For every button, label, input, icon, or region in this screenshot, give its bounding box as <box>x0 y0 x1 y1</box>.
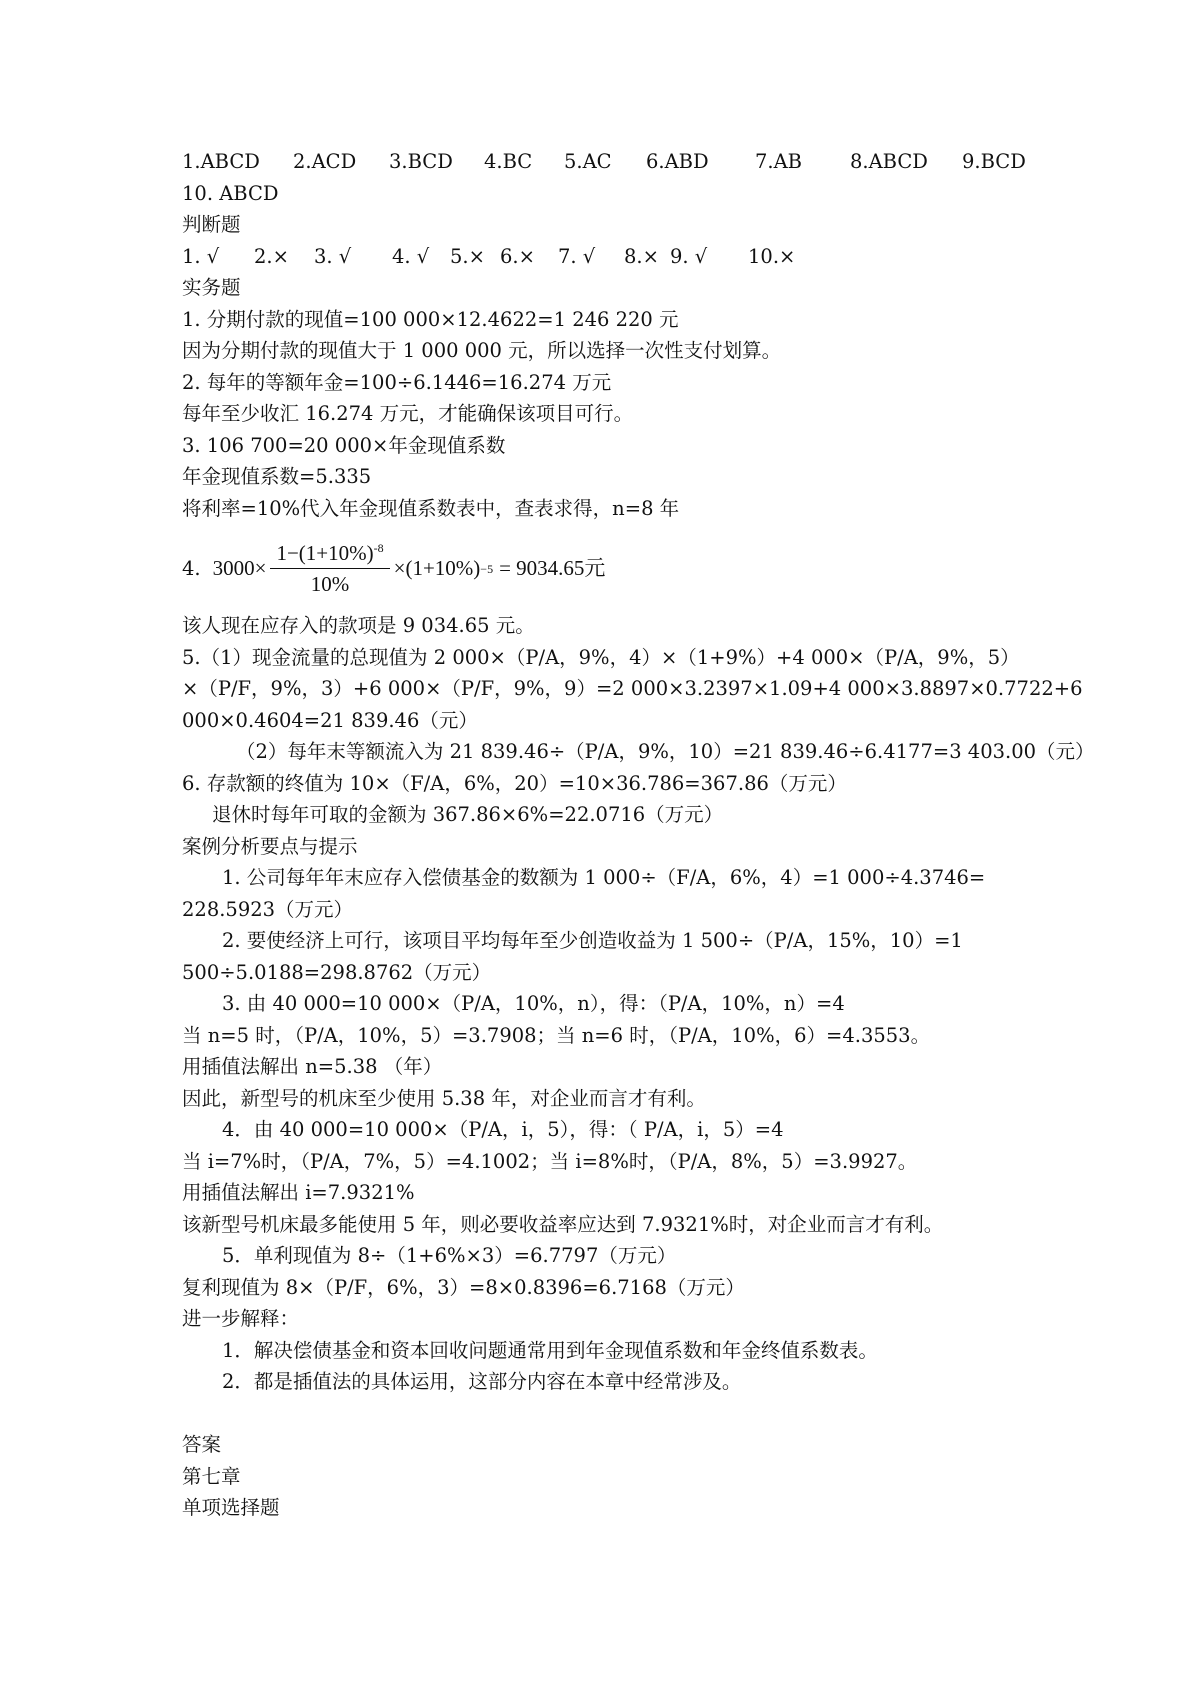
formula-q4: 4. 3000× $\frac{1-(1+10\%)^{-8}}{10\%}$ ×(1+10%) −5 = 9034.65元 <box>182 541 606 596</box>
paragraph: 1. 公司每年年末应存入偿债基金的数额为 1 000÷（F/A，6%，4）=1 000÷4.3746= <box>222 866 986 889</box>
answer-heading: 答案 <box>182 1433 222 1456</box>
paragraph: 5.（1）现金流量的总现值为 2 000×（P/A，9%，4）×（1+9%）+4 000×（P/A，9%，5） <box>182 645 1020 669</box>
paragraph: （2）每年末等额流入为 21 839.46÷（P/A，9%，10）=21 839.46÷6.4177=3 403.00（元） <box>236 740 1095 763</box>
paragraph: 6. 存款额的终值为 10×（F/A，6%，20）=10×36.786=367.86（万元） <box>182 771 847 795</box>
judge-answer: 9. √ <box>670 244 708 268</box>
paragraph: 5．单利现值为 8÷（1+6%×3）=6.7797（万元） <box>222 1244 677 1267</box>
paragraph: 228.5923（万元） <box>182 897 354 921</box>
judge-answer: 7. √ <box>558 244 596 268</box>
paragraph: 将利率=10%代入年金现值系数表中，查表求得，n=8 年 <box>182 496 680 520</box>
formula-result: = 9034.65元 <box>499 556 606 581</box>
paragraph: 因为分期付款的现值大于 1 000 000 元，所以选择一次性支付划算。 <box>182 339 782 362</box>
mc-answer: 6.ABD <box>646 150 709 173</box>
formula-lead: 3000× <box>212 556 267 581</box>
paragraph: 该新型号机床最多能使用 5 年，则必要收益率应达到 7.9321%时，对企业而言才有利。 <box>182 1212 944 1236</box>
paragraph: 年金现值系数=5.335 <box>182 465 372 488</box>
paragraph: 用插值法解出 i=7.9321% <box>182 1181 415 1204</box>
judge-answer: 1. √ <box>182 244 220 268</box>
paragraph: 该人现在应存入的款项是 9 034.65 元。 <box>182 614 535 637</box>
paragraph: 2. 每年的等额年金=100÷6.1446=16.274 万元 <box>182 370 612 394</box>
paragraph: 4．由 40 000=10 000×（P/A，i，5），得：（ P/A，i，5）=4 <box>222 1118 784 1141</box>
mc-answer: 1.ABCD <box>182 150 260 173</box>
judge-answer: 3. √ <box>314 244 352 268</box>
judge-answer: 2.× <box>254 244 289 268</box>
formula-num-exp: -8 <box>373 541 384 555</box>
mc-answer: 8.ABCD <box>850 150 928 173</box>
mc-answers-row <box>182 146 1026 178</box>
judge-answer: 6.× <box>500 244 535 268</box>
document-page <box>182 146 1095 1524</box>
paragraph: 500÷5.0188=298.8762（万元） <box>182 960 492 984</box>
explain-heading: 进一步解释： <box>182 1307 300 1330</box>
mc-answer-10: 10. ABCD <box>182 181 279 205</box>
paragraph: 当 i=7%时，（P/A，7%，5）=4.1002；当 i=8%时，（P/A，8%，5）=3.9927。 <box>182 1149 918 1173</box>
paragraph: 2. 要使经济上可行，该项目平均每年至少创造收益为 1 500÷（P/A，15%，10）=1 <box>222 929 963 952</box>
paragraph: 每年至少收汇 16.274 万元，才能确保该项目可行。 <box>182 402 634 425</box>
paragraph: 因此，新型号的机床至少使用 5.38 年，对企业而言才有利。 <box>182 1086 706 1110</box>
formula-num-text: 1−(1+10%) <box>276 541 374 565</box>
judge-answer: 8.× <box>624 244 659 268</box>
formula-mid: ×(1+10%) <box>393 556 481 581</box>
judge-answers-row <box>182 241 1022 273</box>
formula-denominator: 10% <box>310 572 350 596</box>
mc-answer: 4.BC <box>484 150 533 173</box>
paragraph: 当 n=5 时，（P/A，10%，5）=3.7908；当 n=6 时，（P/A，10%，6）=4.3553。 <box>182 1023 931 1047</box>
single-choice-heading: 单项选择题 <box>182 1496 280 1519</box>
paragraph: 复利现值为 8×（P/F，6%，3）=8×0.8396=6.7168（万元） <box>182 1275 745 1299</box>
practice-heading: 实务题 <box>182 276 241 299</box>
case-heading: 案例分析要点与提示 <box>182 834 358 858</box>
judge-answer: 4. √ <box>392 244 430 268</box>
formula-numerator <box>270 540 389 569</box>
judge-heading: 判断题 <box>182 213 241 236</box>
mc-answer: 2.ACD <box>293 150 357 173</box>
mc-answer: 7.AB <box>755 150 803 173</box>
paragraph: 1. 分期付款的现值=100 000×12.4622=1 246 220 元 <box>182 307 679 331</box>
paragraph: 退休时每年可取的金额为 367.86×6%=22.0716（万元） <box>212 803 724 826</box>
mc-answer: 5.AC <box>564 150 612 173</box>
paragraph: ×（P/F，9%，3）+6 000×（P/F，9%，9）=2 000×3.2397×1.09+4 000×3.8897×0.7722+6 <box>182 677 1083 700</box>
paragraph: 3. 由 40 000=10 000×（P/A，10%，n），得：（P/A，10%，n）=4 <box>222 992 845 1015</box>
paragraph: 1．解决偿债基金和资本回收问题通常用到年金现值系数和年金终值系数表。 <box>222 1338 878 1362</box>
paragraph: 用插值法解出 n=5.38 （年） <box>182 1055 443 1078</box>
paragraph: 3. 106 700=20 000×年金现值系数 <box>182 433 506 457</box>
judge-answer: 5.× <box>450 244 485 268</box>
mc-answer: 9.BCD <box>962 150 1026 173</box>
formula-label: 4. <box>182 557 201 581</box>
formula-fraction <box>270 540 389 598</box>
judge-answer: 10.× <box>748 244 796 268</box>
spacer <box>182 1398 1022 1430</box>
paragraph: 000×0.4604=21 839.46（元） <box>182 708 478 732</box>
mc-answer: 3.BCD <box>389 150 453 173</box>
chapter-heading: 第七章 <box>182 1464 241 1488</box>
paragraph: 2．都是插值法的具体运用，这部分内容在本章中经常涉及。 <box>222 1370 742 1393</box>
